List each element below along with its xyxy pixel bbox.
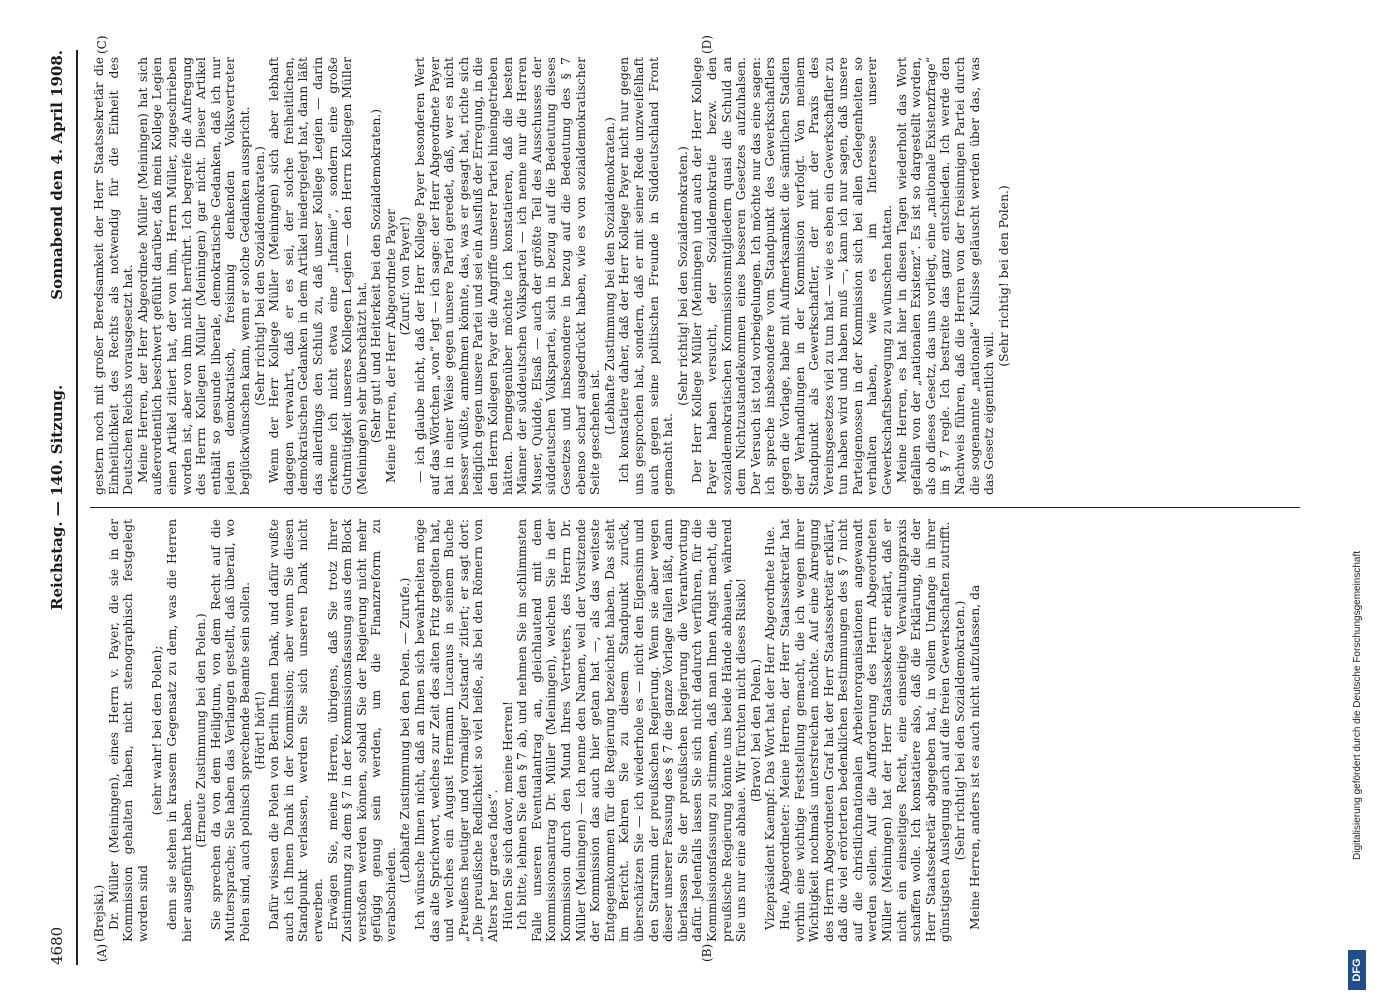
paragraph: Sie sprechen da von dem Heiligtum, von dem Recht auf die Muttersprache; Sie haben das Verlangen gestellt, daß überall, wo Polen sind, auch polnisch sprechende Beamte sein sollen.: [208, 519, 252, 942]
paragraph: Ich bitte, lehnen Sie den § 7 ab, und nehmen Sie im schlimmsten Falle unseren Eventualantrag an, gleichlautend mit dem Kommissionsantrag Dr. Müller (Meiningen), welchen Sie in der Kommission durch den Mund Ihres Vertreters, des Herrn Dr. Müller (Meiningen) — ich nenne den Namen, weil der Vorsitzende der Kommission das auch hier getan hat —, als das weiteste Entgegenkommen für die Regierung bezeichnet haben. Das steht im Bericht. Kehren Sie zu diesem Standpunkt zurück, überschätzen Sie — ich wiederhole es — nicht den Eigensinn und den Starrsinn der preußischen Regierung. Wenn sie aber wegen dieser unserer Fassung des § 7 die ganze Vorlage fallen läßt, dann überlassen Sie der preußischen Regierung die Verantwortung dafür. Jedenfalls lassen Sie sich nicht dadurch verführen, für die Kommissionsfassung zu stimmen, daß man Ihnen Angst macht, die preußische Regierung könnte uns beide Hände abhauen, während Sie uns nur eine abhaue. Wir fürchten nicht dieses Risiko!: [515, 519, 749, 942]
interjection: (Sehr richtig! bei den Sozialdemokraten.): [675, 146, 690, 406]
paragraph: Meine Herren, anders ist es auch nicht aufzufassen, da: [967, 584, 982, 930]
column-divider: [90, 507, 1300, 508]
margin-marker-d: (D): [700, 35, 714, 54]
left-column: [92, 519, 1302, 942]
paragraph: Wenn der Herr Kollege Müller (Meiningen) sich aber lebhaft dagegen verwahrt, daß er es sei, der solche freiheitlichen, demokratischen Gedanken in dem Artikel niedergelegt hat, dann läßt das allerdings den Schluß zu, daß unser Kollege Legien — darin erkenne ich nicht etwa eine „Infamie“, sondern eine große Gutmütigkeit unseres Kollegen Legien — den Herrn Kollegen Müller (Meiningen) sehr überschätzt hat.: [267, 57, 369, 495]
page-number: 4680: [48, 926, 66, 965]
paragraph: Dr. Müller (Meiningen), eines Herrn v. Payer, die sie in der Kommission gehalten haben, nicht stenographisch festgelegt worden sind: [106, 519, 150, 942]
interjection: (sehr wahr! bei den Polen);: [150, 645, 165, 816]
paragraph: Hüten Sie sich davor, meine Herren!: [500, 701, 515, 930]
paragraph: Hue, Abgeordneter: Meine Herren, der Herr Staatssekretär hat vorhin eine wichtige Feststellung gemacht, die ich wegen ihrer Wichtigkeit nochmals unterstreichen möchte. Auf eine Anregung des Herrn Abgeordneten Graf hat der Herr Staatssekretär erklärt, daß die viel erörterten bedenklichen Bestimmungen des § 7 nicht auf die christlichnationalen Arbeiterorganisationen angewandt werden sollen. Auf die Aufforderung des Herrn Abgeordneten Müller (Meiningen) hat der Herr Staatssekretär erklärt, daß er nicht ein einseitiges Recht, eine einseitige Verwaltungspraxis schaffen wolle. Ich konstatiere also, daß die Erklärung, die der Herr Staatssekretär abgegeben hat, in vollem Umfange in ihrer günstigsten Auslegung auch auf die freien Gewerkschaften zutrifft.: [777, 519, 953, 942]
interjection: (Hört! hört!): [252, 691, 267, 770]
interjection: (Lebhafte Zustimmung bei den Polen. — Zurufe.): [398, 577, 413, 884]
interjection: (Sehr richtig! bei den Sozialdemokraten.): [953, 600, 968, 861]
interjection: (Sehr richtig! bei den Polen.): [996, 185, 1011, 367]
dfg-logo: DFG: [1348, 950, 1366, 990]
interjection: (Erneute Zustimmung bei den Polen.): [194, 613, 209, 848]
interjection: (Bravo! bei den Polen.): [748, 658, 763, 803]
paragraph: — ich glaube nicht, daß der Herr Kollege Payer besonderen Wert auf das Wörtchen „von“ legt — ich sage: der Herr Abgeordnete Payer hat in einer Weise gegen unsere Partei geredet, daß, wer es nicht besser wüßte, annehmen könnte, das, was er gesagt hat, richte sich lediglich gegen unsere Partei und sei ein Ausfluß der Erregung, in die den Herrn Kollegen Payer die Angriffe unserer Partei hineingetrieben hätten. Demgegenüber möchte ich konstatieren, daß die besten Männer der süddeutschen Volkspartei — ich nenne nur die Herren Muser, Quidde, Elsaß — auch der größte Teil des Ausschusses der süddeutschen Volkspartei, sich in bezug auf die Bedeutung dieses Gesetzes und insbesondere in bezug auf die Bedeutung des § 7 ebenso scharf ausgedrückt haben, wie es von sozialdemokratischer Seite geschehen ist.: [413, 57, 603, 495]
paragraph: Vizepräsident Kaempf: Das Wort hat der Herr Abgeordnete Hue.: [763, 526, 778, 930]
paragraph: (Brejski.): [92, 884, 106, 942]
right-column: [92, 57, 1302, 495]
paragraph: Meine Herren, der Herr Abgeordnete Müller (Meiningen) hat sich außerordentlich beschwert gefühlt darüber, daß mein Kollege Legien einen Artikel zitiert hat, der von ihm, Herrn Müller, zugeschrieben worden ist, aber von ihm nicht herrührt. Ich begreife die Aufregung des Herrn Kollegen Müller (Meiningen) gar nicht. Dieser Artikel enthält so gesunde liberale, demokratische Gedanken, daß ich nur jeden demokratisch, freisinnig denkenden Volksvertreter beglückwünschen kann, wenn er solche Gedanken ausspricht.: [135, 57, 252, 495]
paragraph: Ich konstatiere daher, daß der Herr Kollege Payer nicht nur gegen uns gesprochen hat, sondern, daß er mit seiner Rede unzweifelhaft auch gegen seine politischen Freunde in Süddeutschland Front gemacht hat.: [617, 57, 676, 495]
interjection: (Sehr richtig! bei den Sozialdemokraten.): [252, 146, 267, 406]
paragraph: Dafür wissen die Polen von Berlin Ihnen Dank, und dafür wußte auch ich Ihnen Dank in der Kommission; aber wenn Sie diesen Standpunkt verlassen, werden Sie sich unseren Dank nicht erwerben.: [267, 519, 325, 942]
paragraph: gestern noch mit großer Beredsamkeit der Herr Staatssekretär die Einheitlichkeit des Rechts als notwendig für die Einheit des Deutschen Reichs vorausgesetzt hat.: [92, 57, 136, 495]
interjection: (Zuruf: von Payer!): [398, 216, 413, 336]
interjection: (Lebhafte Zustimmung bei den Sozialdemokraten.): [602, 117, 617, 435]
session-title: Reichstag. — 140. Sitzung.: [48, 384, 66, 610]
paragraph: Meine Herren, der Herr Abgeordnete Payer: [383, 209, 398, 483]
margin-marker-c: (C): [95, 35, 109, 54]
paragraph: Der Herr Kollege Müller (Meiningen) und auch der Herr Kollege Payer haben versucht, der Sozialdemokratie bezw. den sozialdemokratischen Kommissionsmitgliedern quasi die Schuld an dem Nichtzustandekommen eines besseren Gesetzes aufzuhalsen. Der Versuch ist total vorbeigelungen. Ich möchte nur das eine sagen: ich spreche insbesondere vom Standpunkt des Gewerkschaftlers gegen die Vorlage, habe mit Aufmerksamkeit die sämtlichen Stadien der Verhandlungen in der Kommission verfolgt. Von meinem Standpunkt als Gewerkschaftler, der mit der Praxis des Vereinsgesetzes viel zu tun hat — wie es eben ein Gewerkschaftler zu tun haben wird und haben muß —, kann ich nur sagen, daß unsere Parteigenossen in der Kommission sich bei allen Gelegenheiten so verhalten haben, wie es im Interesse unserer Gewerkschaftsbewegung zu wünschen hatten.: [690, 57, 895, 495]
paragraph: Meine Herren, es hat hier in diesen Tagen wiederholt das Wort gefallen von der „nationalen Existenz“. Es ist so dargestellt worden, als ob dieses Gesetz, das uns vorliegt, eine „nationale Existenzfrage“ im § 7 regle. Ich bestreite das ganz entschieden. Ich werde den Nachweis führen, daß die Herren von der freisinnigen Partei durch die sogenannte „nationale“ Kulisse geläuscht werden über das, was das Gesetz eigentlich will.: [894, 57, 997, 495]
header-rule: [76, 50, 78, 965]
page-header: [48, 50, 72, 965]
margin-marker-b: (B): [700, 943, 714, 962]
interjection: (Sehr gut! und Heiterkeit bei den Sozialdemokraten.): [369, 108, 384, 444]
paragraph: Ich wünsche Ihnen nicht, daß an Ihnen sich bewahrheiten möge das alte Sprichwort, welches zur Zeit des alten Fritz gegolten hat, und welches ein August Hermann Lucanus in seinem Buche „Preußens heutiger und vormaliger Zustand“ zitiert; er sagt dort: „Die preußische Redlichkeit so viel heiße, als bei den Römern von Alters her graeca fides“.: [413, 519, 501, 942]
margin-marker-a: (A): [95, 943, 109, 962]
paragraph: denn sie stehen in krassem Gegensatz zu dem, was die Herren hier ausgeführt haben.: [164, 519, 194, 942]
paragraph: Erwägen Sie, meine Herren, übrigens, daß Sie trotz Ihrer Zustimmung zu dem § 7 in der Kommissionsfassung aus dem Block verstoßen werden können, sobald Sie der Regierung nicht mehr gefügig genug sein werden, um die Finanzreform zu verabschieden.: [325, 519, 398, 942]
digitization-credit: Digitalisierung gefördert durch die Deutsche Forschungsgemeinschaft: [1352, 550, 1363, 860]
session-date: Sonnabend den 4. April 1908.: [48, 50, 66, 300]
digitization-sidebar: [1340, 0, 1380, 1000]
